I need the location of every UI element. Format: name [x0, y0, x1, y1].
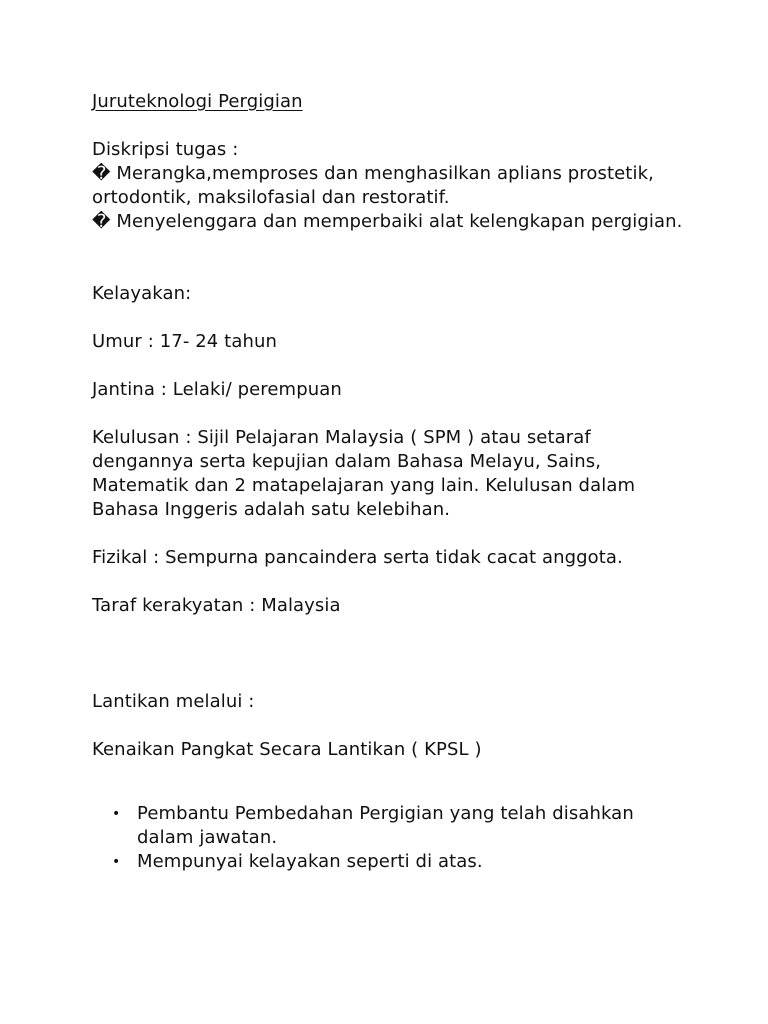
education-requirement: Kelulusan : Sijil Pelajaran Malaysia ( SPM ) atau setaraf dengannya serta kepujian dalam Bahasa Melayu, Sains, Matematik dan 2 matapelajaran yang lain. Kelulusan dalam Bahasa Inggeris adalah satu kelebihan.: [92, 427, 636, 520]
physical-requirement: Fizikal : Sempurna pancaindera serta tidak cacat anggota.: [92, 547, 623, 568]
list-item-text: Mempunyai kelayakan seperti di atas.: [137, 851, 483, 872]
list-item: [92, 802, 692, 850]
duties-heading: Diskripsi tugas :: [92, 139, 239, 160]
citizenship-requirement: Taraf kerakyatan : Malaysia: [92, 595, 341, 616]
appointment-method: Kenaikan Pangkat Secara Lantikan ( KPSL ): [92, 739, 482, 760]
appointment-heading: Lantikan melalui :: [92, 691, 255, 712]
duty-item-2: � Menyelenggara dan memperbaiki alat kelengkapan pergigian.: [92, 211, 683, 232]
bullet-icon: •: [112, 806, 121, 822]
appointment-criteria-list: [92, 802, 692, 874]
age-requirement: Umur : 17- 24 tahun: [92, 331, 277, 352]
document-title: Juruteknologi Pergigian: [92, 91, 303, 112]
qualifications-heading: Kelayakan:: [92, 283, 192, 304]
gender-requirement: Jantina : Lelaki/ perempuan: [92, 379, 342, 400]
list-item-text: Pembantu Pembedahan Pergigian yang telah disahkan dalam jawatan.: [137, 803, 634, 848]
document-page: [92, 90, 692, 874]
list-item: [92, 850, 692, 874]
bullet-icon: •: [112, 854, 121, 870]
spacer: [92, 234, 692, 282]
duty-item-1: � Merangka,memproses dan menghasilkan aplians prostetik, ortodontik, maksilofasial dan restoratif.: [92, 163, 654, 208]
